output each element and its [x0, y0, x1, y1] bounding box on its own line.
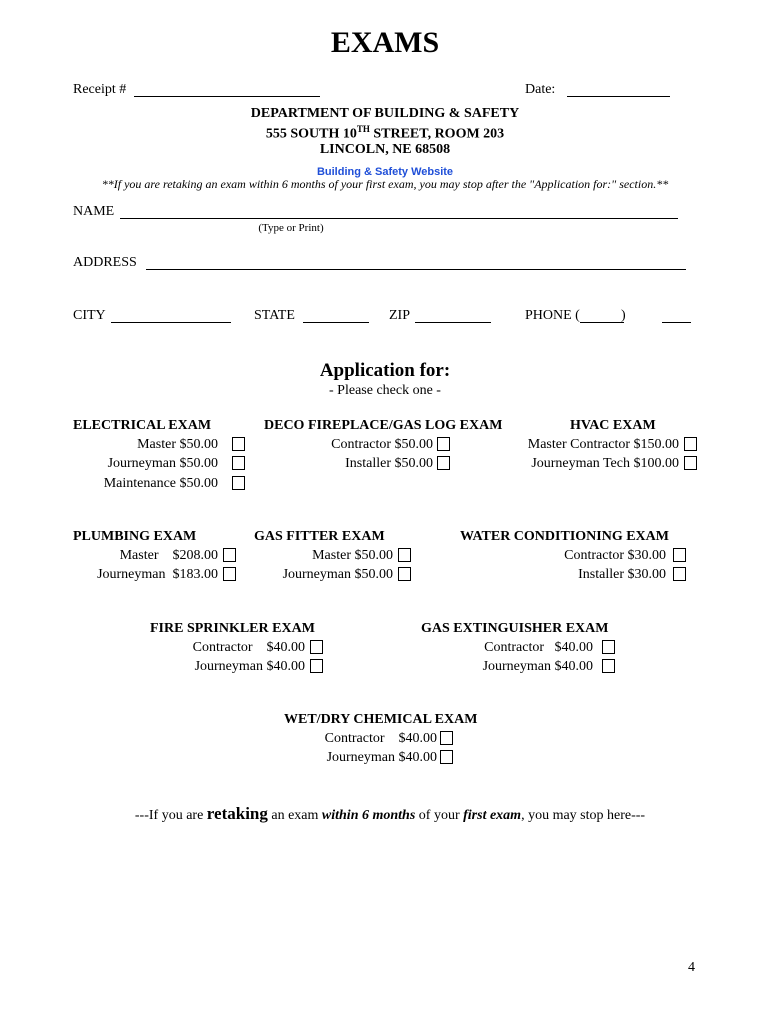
sprinkler-contractor-label: Contractor $40.00	[192, 640, 305, 655]
water-contractor-label: Contractor $30.00	[564, 548, 666, 563]
state-field[interactable]	[303, 322, 369, 323]
phone-paren: )	[621, 308, 626, 323]
footer-pre: ---If you are	[134, 808, 207, 823]
date-field[interactable]	[567, 96, 670, 97]
water-installer-label: Installer $30.00	[578, 567, 666, 582]
hvac-master-label: Master Contractor $150.00	[527, 437, 679, 452]
receipt-label: Receipt #	[73, 82, 127, 97]
electrical-maintenance-label: Maintenance $50.00	[103, 476, 218, 491]
application-title: Application for:	[319, 360, 451, 381]
phone-label: PHONE (	[525, 308, 580, 323]
deco-installer-label: Installer $50.00	[345, 456, 433, 471]
department-street	[0, 124, 770, 143]
footer-mid: an exam	[267, 808, 322, 823]
zip-label: ZIP	[389, 308, 410, 323]
building-safety-website-link[interactable]: Building & Safety Website	[316, 166, 454, 178]
electrical-master-label: Master $50.00	[137, 437, 218, 452]
hvac-exam-title: HVAC EXAM	[570, 418, 656, 433]
plumbing-journeyman-label: Journeyman $183.00	[97, 567, 218, 582]
street-suffix: TH	[356, 124, 370, 134]
street-number: 555 SOUTH 10	[265, 126, 357, 142]
wetdry-journeyman-checkbox[interactable]	[440, 750, 453, 764]
wet-dry-chemical-exam-title: WET/DRY CHEMICAL EXAM	[284, 712, 478, 727]
hvac-journeyman-checkbox[interactable]	[684, 456, 697, 470]
phone-number-field[interactable]	[662, 322, 691, 323]
department-city: LINCOLN, NE 68508	[319, 142, 451, 157]
retake-note: **If you are retaking an exam within 6 months of your first exam, you may stop after the "Application for:" section.**	[101, 177, 669, 191]
address-label: ADDRESS	[73, 255, 137, 270]
footer-of: of your	[415, 808, 464, 823]
name-label: NAME	[73, 204, 115, 219]
receipt-field[interactable]	[134, 96, 320, 97]
name-field[interactable]	[120, 218, 678, 219]
city-field[interactable]	[111, 322, 231, 323]
deco-contractor-label: Contractor $50.00	[331, 437, 433, 452]
gas-fitter-journeyman-label: Journeyman $50.00	[282, 567, 393, 582]
electrical-journeyman-label: Journeyman $50.00	[107, 456, 218, 471]
plumbing-journeyman-checkbox[interactable]	[223, 567, 236, 581]
hvac-journeyman-label: Journeyman Tech $100.00	[531, 456, 679, 471]
fire-sprinkler-exam-title: FIRE SPRINKLER EXAM	[150, 621, 315, 636]
sprinkler-journeyman-label: Journeyman $40.00	[194, 659, 305, 674]
footer-retaking: retaking	[206, 804, 268, 823]
gas-fitter-journeyman-checkbox[interactable]	[398, 567, 411, 581]
extinguisher-journeyman-checkbox[interactable]	[602, 659, 615, 673]
electrical-exam-title: ELECTRICAL EXAM	[73, 418, 212, 433]
electrical-journeyman-checkbox[interactable]	[232, 456, 245, 470]
state-label: STATE	[254, 308, 295, 323]
sprinkler-journeyman-checkbox[interactable]	[310, 659, 323, 673]
deco-exam-title: DECO FIREPLACE/GAS LOG EXAM	[264, 418, 503, 433]
extinguisher-contractor-checkbox[interactable]	[602, 640, 615, 654]
extinguisher-journeyman-label: Journeyman $40.00	[482, 659, 593, 674]
date-label: Date:	[525, 82, 556, 97]
address-field[interactable]	[146, 269, 686, 270]
sprinkler-contractor-checkbox[interactable]	[310, 640, 323, 654]
extinguisher-contractor-label: Contractor $40.00	[484, 640, 593, 655]
footer-post: , you may stop here---	[521, 808, 646, 823]
wetdry-contractor-label: Contractor $40.00	[324, 731, 437, 746]
plumbing-master-checkbox[interactable]	[223, 548, 236, 562]
gas-extinguisher-exam-title: GAS EXTINGUISHER EXAM	[421, 621, 609, 636]
wetdry-contractor-checkbox[interactable]	[440, 731, 453, 745]
city-label: CITY	[73, 308, 106, 323]
deco-contractor-checkbox[interactable]	[437, 437, 450, 451]
page-number: 4	[688, 960, 695, 975]
zip-field[interactable]	[415, 322, 491, 323]
page-title: EXAMS	[330, 26, 440, 59]
footer-first: first exam	[463, 808, 522, 823]
phone-area-field[interactable]	[580, 322, 624, 323]
name-hint: (Type or Print)	[258, 222, 324, 234]
wetdry-journeyman-label: Journeyman $40.00	[326, 750, 437, 765]
department-name: DEPARTMENT OF BUILDING & SAFETY	[250, 106, 520, 121]
gas-fitter-master-label: Master $50.00	[312, 548, 393, 563]
gas-fitter-exam-title: GAS FITTER EXAM	[254, 529, 385, 544]
electrical-maintenance-checkbox[interactable]	[232, 476, 245, 490]
street-rest: STREET, ROOM 203	[369, 126, 505, 142]
retake-stop-note	[0, 804, 770, 824]
water-installer-checkbox[interactable]	[673, 567, 686, 581]
plumbing-exam-title: PLUMBING EXAM	[73, 529, 197, 544]
footer-within: within 6 months	[321, 808, 416, 823]
water-contractor-checkbox[interactable]	[673, 548, 686, 562]
electrical-master-checkbox[interactable]	[232, 437, 245, 451]
water-conditioning-exam-title: WATER CONDITIONING EXAM	[460, 529, 669, 544]
gas-fitter-master-checkbox[interactable]	[398, 548, 411, 562]
deco-installer-checkbox[interactable]	[437, 456, 450, 470]
application-subtitle: - Please check one -	[329, 383, 441, 398]
plumbing-master-label: Master $208.00	[119, 548, 218, 563]
hvac-master-checkbox[interactable]	[684, 437, 697, 451]
